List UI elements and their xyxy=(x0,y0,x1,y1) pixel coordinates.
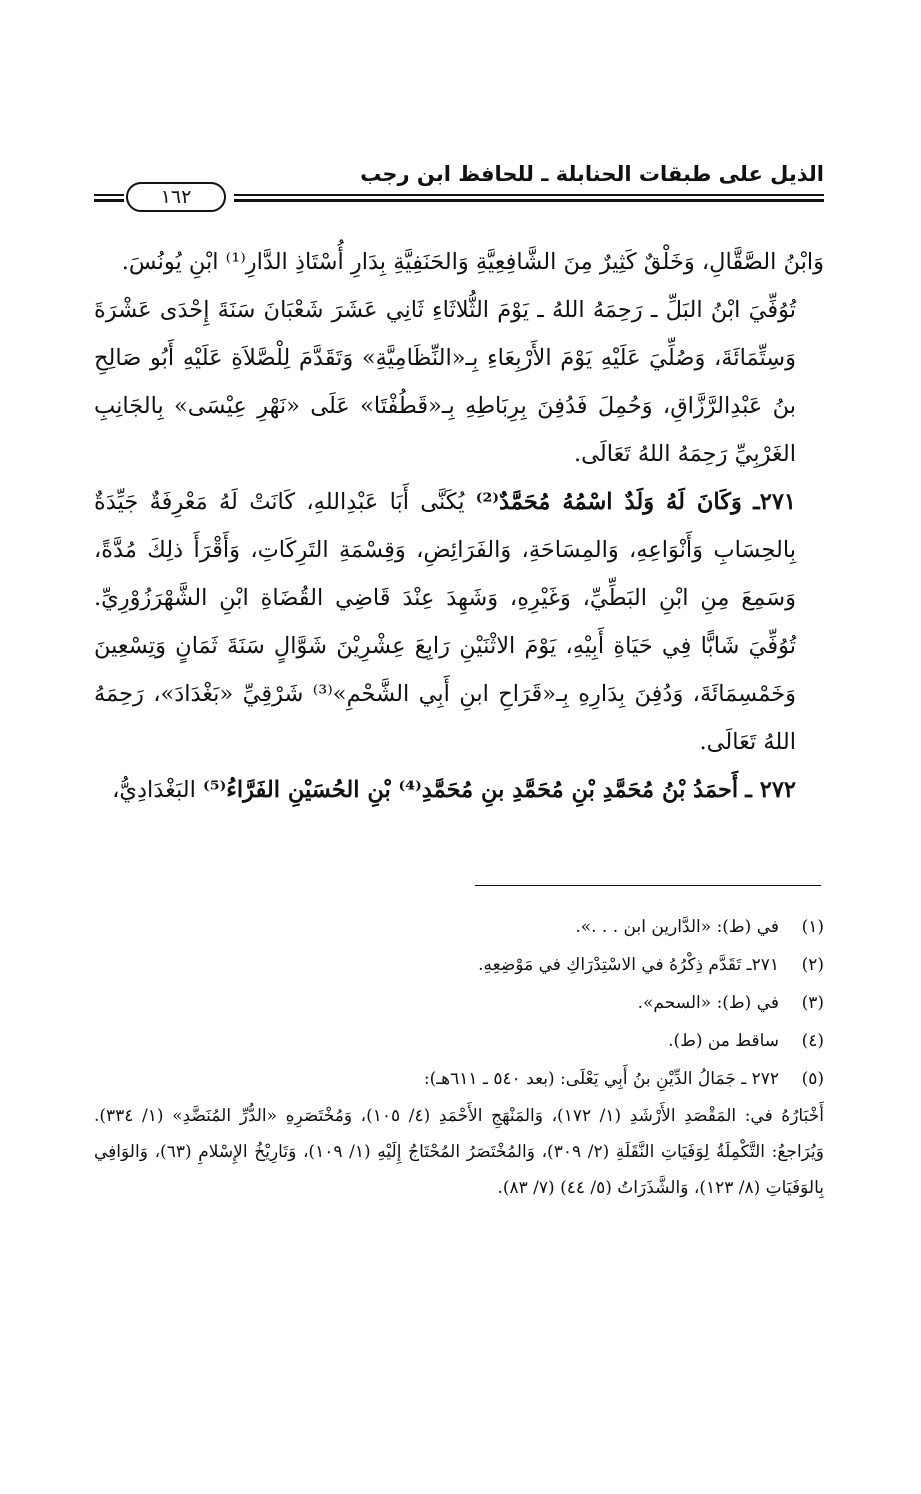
footnote-marker: (٤) xyxy=(801,1031,824,1051)
footnote-text: في (ط): «السحم». xyxy=(637,993,779,1013)
footnote-text: ٢٧١ـ تَقَدَّم ذِكْرُهُ في الاسْتِدْرَاكِ في مَوْضِعِهِ. xyxy=(478,955,779,975)
entry-271-lead: وَكَانَ لَهُ وَلَدٌ اسْمُهُ مُحَمَّدٌ⁽²⁾ xyxy=(475,489,742,515)
paragraph-2: تُوُفِّيَ ابْنُ البَلِّ ـ رَحِمَهُ اللهُ ـ يَوْمَ الثُّلاثَاءِ ثَانِي عَشَرَ شَعْبَانَ سَنَةَ إِحْدَى عَشْرَةَ وَسِتِّمَائَةَ، وَصُلِّيَ عَلَيْهِ يَوْمَ الأَرْبِعَاءِ بِـ«النِّظَامِيَّةِ» وَتَقَدَّمَ لِلْصَّلاَةِ عَلَيْهِ أَبُو صَالِحِ بنُ عَبْدِالرَّزَّاقِ، وَحُمِلَ فَدُفِنَ بِرِبَاطِهِ بِـ«قَطُفْتَا» عَلَى «نَهْرِ عِيْسَى» بِالجَانِبِ الغَرْبِيِّ رَحِمَهُ اللهُ تَعَالَى. xyxy=(94,297,796,467)
main-text xyxy=(94,238,824,814)
footnote-marker: (٥) xyxy=(801,1069,824,1089)
footnote-separator xyxy=(475,885,821,886)
entry-272 xyxy=(94,766,824,814)
entry-272-number: ٢٧٢ ـ xyxy=(745,777,796,803)
footnote-5-detail: أَخْبَارُهُ في: المَقْصَدِ الأَرْشَدِ (١/ ١٧٢)، وَالمَنْهَجِ الأَحْمَدِ (٤/ ١٠٥)، وَمُخْتَصَرِهِ «الدُّرِّ المُنَضَّدِ» (١/ ٣٣٤). وَيُرَاجعُ: التَّكْمِلَةُ لِوَفَيَاتِ النَّقَلَةِ (٢/ ٣٠٩)، وَالمُخْتَصَرُ المُحْتَاجُ إِلَيْهِ (١/ ١٠٩)، وَتَارِيْخُ الإِسْلامِ (٦٣)، وَالوَافِي بِالوَفَيَاتِ (٨/ ١٢٣)، وَالشَّذَرَاتُ (٥/ ٤٤) (٧/ ٨٣). xyxy=(94,1106,824,1198)
running-title: الذيل على طبقات الحنابلة ـ للحافظ ابن رجب xyxy=(360,162,824,186)
footnote-4 xyxy=(94,1022,824,1060)
entry-272-lead: أَحمَدُ بْنُ مُحَمَّدِ بْنِ مُحَمَّدِ بنِ مُحَمَّدِ⁽⁴⁾ بْنِ الحُسَيْنِ الفَرَّاءُ⁽⁵⁾ xyxy=(203,777,739,803)
entry-272-text: البَغْدَادِيُّ، xyxy=(112,777,196,803)
footnotes xyxy=(94,908,824,1206)
footnote-3 xyxy=(94,984,824,1022)
footnote-1 xyxy=(94,908,824,946)
footnote-5 xyxy=(94,1060,824,1098)
footnote-text: ٢٧٢ ـ جَمَالُ الدِّيْنِ بنُ أَبِي يَعْلَى: (بعد ٥٤٠ ـ ٦١١هـ): xyxy=(423,1069,779,1089)
footnote-marker: (١) xyxy=(801,917,824,937)
header-rule-left-bottom xyxy=(94,199,124,202)
footnote-marker: (٣) xyxy=(801,993,824,1013)
entry-271-number: ٢٧١ـ xyxy=(753,489,796,515)
header-rule-left-top xyxy=(94,194,124,196)
entry-271-text: يُكَنَّى أَبَا عَبْدِاللهِ، كَانَتْ لَهُ مَعْرِفَةٌ جَيِّدَةٌ بِالحِسَابِ وَأَنْوَاعِهِ، وَالمِسَاحَةِ، وَالفَرَائِضِ، وَقِسْمَةِ التَرِكَاتِ، وَأَقْرَأَ ذلِكَ مُدَّةً، وَسَمِعَ مِنِ ابْنِ البَطِّيِّ، وَغَيْرِهِ، وَشَهِدَ عِنْدَ قَاضِي القُضَاةِ ابْنِ الشَّهْرَزُوْرِيِّ. تُوُفِّيَ شَابًّا فِي حَيَاةِ أَبِيْهِ، يَوْمَ الاثْنَيْنِ رَابِعَ عِشْرِيْنَ شَوَّالٍ سَنَةَ ثَمَانٍ وَتِسْعِينَ وَخَمْسِمَائَةَ، وَدُفِنَ بِدَارِهِ بِـ«قَرَاحِ ابنِ أَبِي الشَّحْمِ»⁽³⁾ شَرْقِيِّ «بَغْدَادَ»، رَحِمَهُ اللهُ تَعَالَى. xyxy=(94,489,796,755)
footnote-2 xyxy=(94,946,824,984)
footnote-marker: (٢) xyxy=(801,955,824,975)
footnote-text: في (ط): «الدَّارين ابن . . .». xyxy=(575,917,779,937)
footnote-text: ساقط من (ط). xyxy=(668,1031,779,1051)
paragraph-1: وَابْنُ الصَّقَّالِ، وَخَلْقٌ كَثِيرٌ مِنَ الشَّافِعِيَّةِ وَالحَنَفِيَّةِ بِدَارِ أُسْتَاذِ الدَّارِ⁽¹⁾ ابْنِ يُونُسَ. xyxy=(121,249,824,275)
entry-271 xyxy=(94,478,824,766)
page-header xyxy=(94,150,824,220)
header-rule-bottom xyxy=(234,199,824,202)
page-number: ١٦٢ xyxy=(126,182,226,212)
header-rule-top xyxy=(234,194,824,196)
